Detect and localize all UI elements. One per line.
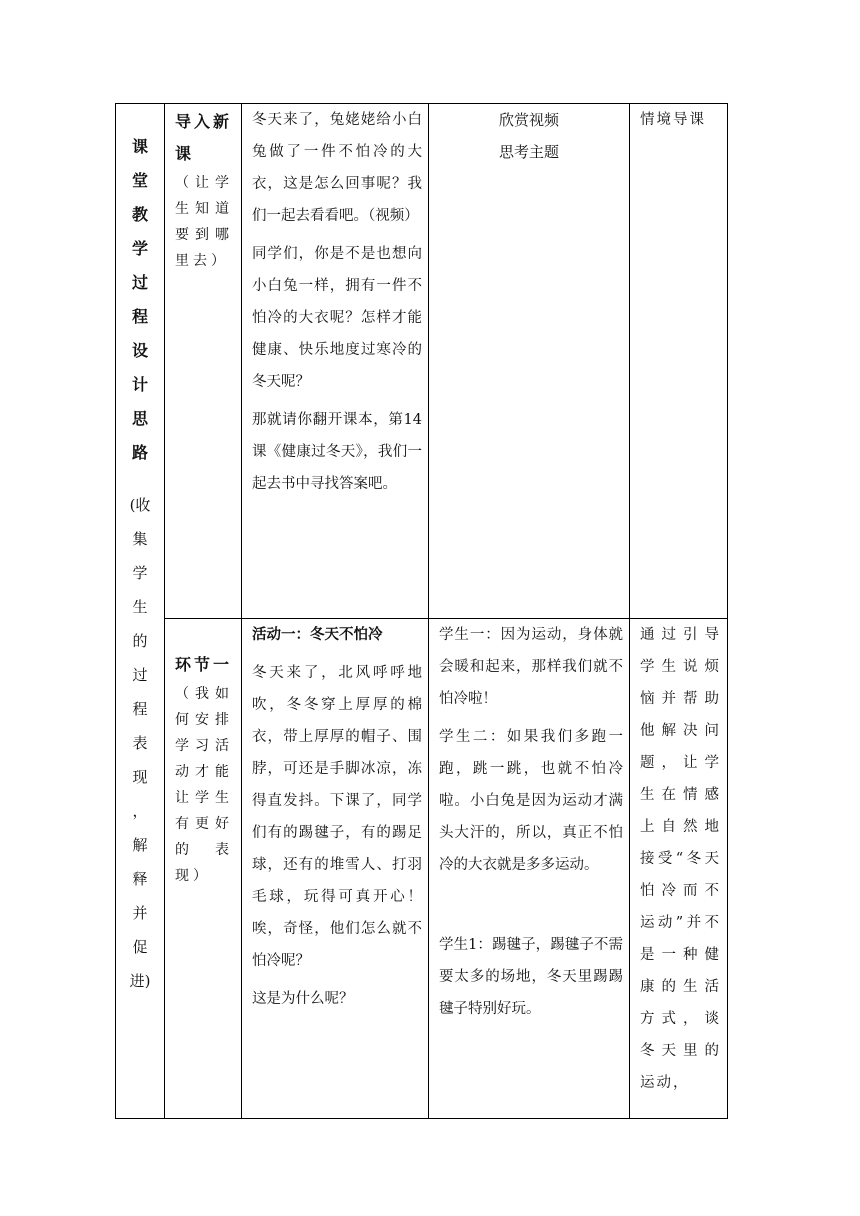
paragraph: 这是为什么呢？	[252, 990, 354, 1007]
lesson-plan-table	[115, 103, 728, 1119]
stage-cell-intro	[165, 104, 242, 619]
student-activity-cell	[429, 104, 630, 619]
student-activity-text	[429, 104, 629, 168]
student-activity-text	[429, 619, 629, 1025]
vertical-heading: 课 堂 教 学 过 程 设 计 思 路	[131, 137, 148, 462]
purpose-text: 通过引导学生说烦恼并帮助他解决问题，让学生在情感上自然地接受“冬天怕冷而不运动”并不是一种健康的生活方式，谈冬天里的运动，	[640, 626, 721, 1091]
teacher-activity-cell	[242, 104, 429, 619]
purpose-cell	[630, 618, 728, 1118]
stage-title: 环节一	[175, 654, 233, 674]
teacher-activity-text	[242, 619, 428, 1015]
stage-note: （我如何安排学习活动才能让学生有更好的表现）	[175, 685, 233, 884]
table-row	[116, 618, 728, 1118]
activity-title: 活动一：冬天不怕冷	[252, 626, 383, 643]
stage-title: 导入新课	[175, 112, 233, 163]
paragraph: 那就请你翻开课本，第14课《健康过冬天》，我们一起去书中寻找答案吧。	[252, 412, 422, 492]
paragraph: 学生1：踢毽子，踢毽子不需要太多的场地，冬天里踢踢毽子特别好玩。	[439, 936, 623, 1017]
purpose-cell	[630, 104, 728, 619]
stage-cell-step1	[165, 618, 242, 1118]
teacher-activity-cell	[242, 618, 429, 1118]
student-line: 欣赏视频	[498, 111, 559, 129]
table-row	[116, 104, 728, 619]
student-activity-cell	[429, 618, 630, 1118]
stage-note: （让学生知道要到哪里去）	[175, 175, 233, 269]
paragraph: 冬天来了，北风呼呼地吹，冬冬穿上厚厚的棉衣，带上厚厚的帽子、围脖，可还是手脚冰凉，冻得直发抖。下课了，同学们有的踢毽子，有的踢足球，还有的堆雪人、打羽毛球，玩得可真开心！唉，奇怪，他们怎么就不怕冷呢？	[252, 664, 422, 969]
student-line: 思考主题	[498, 143, 559, 161]
vertical-heading-cell	[116, 104, 165, 1119]
paragraph: 同学们，你是不是也想向小白兔一样，拥有一件不怕冷的大衣呢？怎样才能健康、快乐地度过寒冷的冬天呢？	[252, 246, 422, 390]
vertical-subheading: (收 集 学 生 的 过 程 表 现 ， 解 释 并 促 进)	[129, 496, 151, 990]
paragraph: 学生二：如果我们多跑一跑，跳一跳，也就不怕冷啦。小白兔是因为运动才满头大汗的，所以，真正不怕冷的大衣就是多多运动。	[439, 728, 623, 873]
purpose-text: 情境导课	[640, 112, 706, 128]
paragraph: 学生一：因为运动，身体就会暖和起来，那样我们就不怕冷啦！	[439, 626, 623, 707]
paragraph: 冬天来了，兔姥姥给小白兔做了一件不怕冷的大衣，这是怎么回事呢？我们一起去看看吧。（视频）	[252, 112, 422, 224]
teacher-activity-text	[242, 104, 428, 500]
